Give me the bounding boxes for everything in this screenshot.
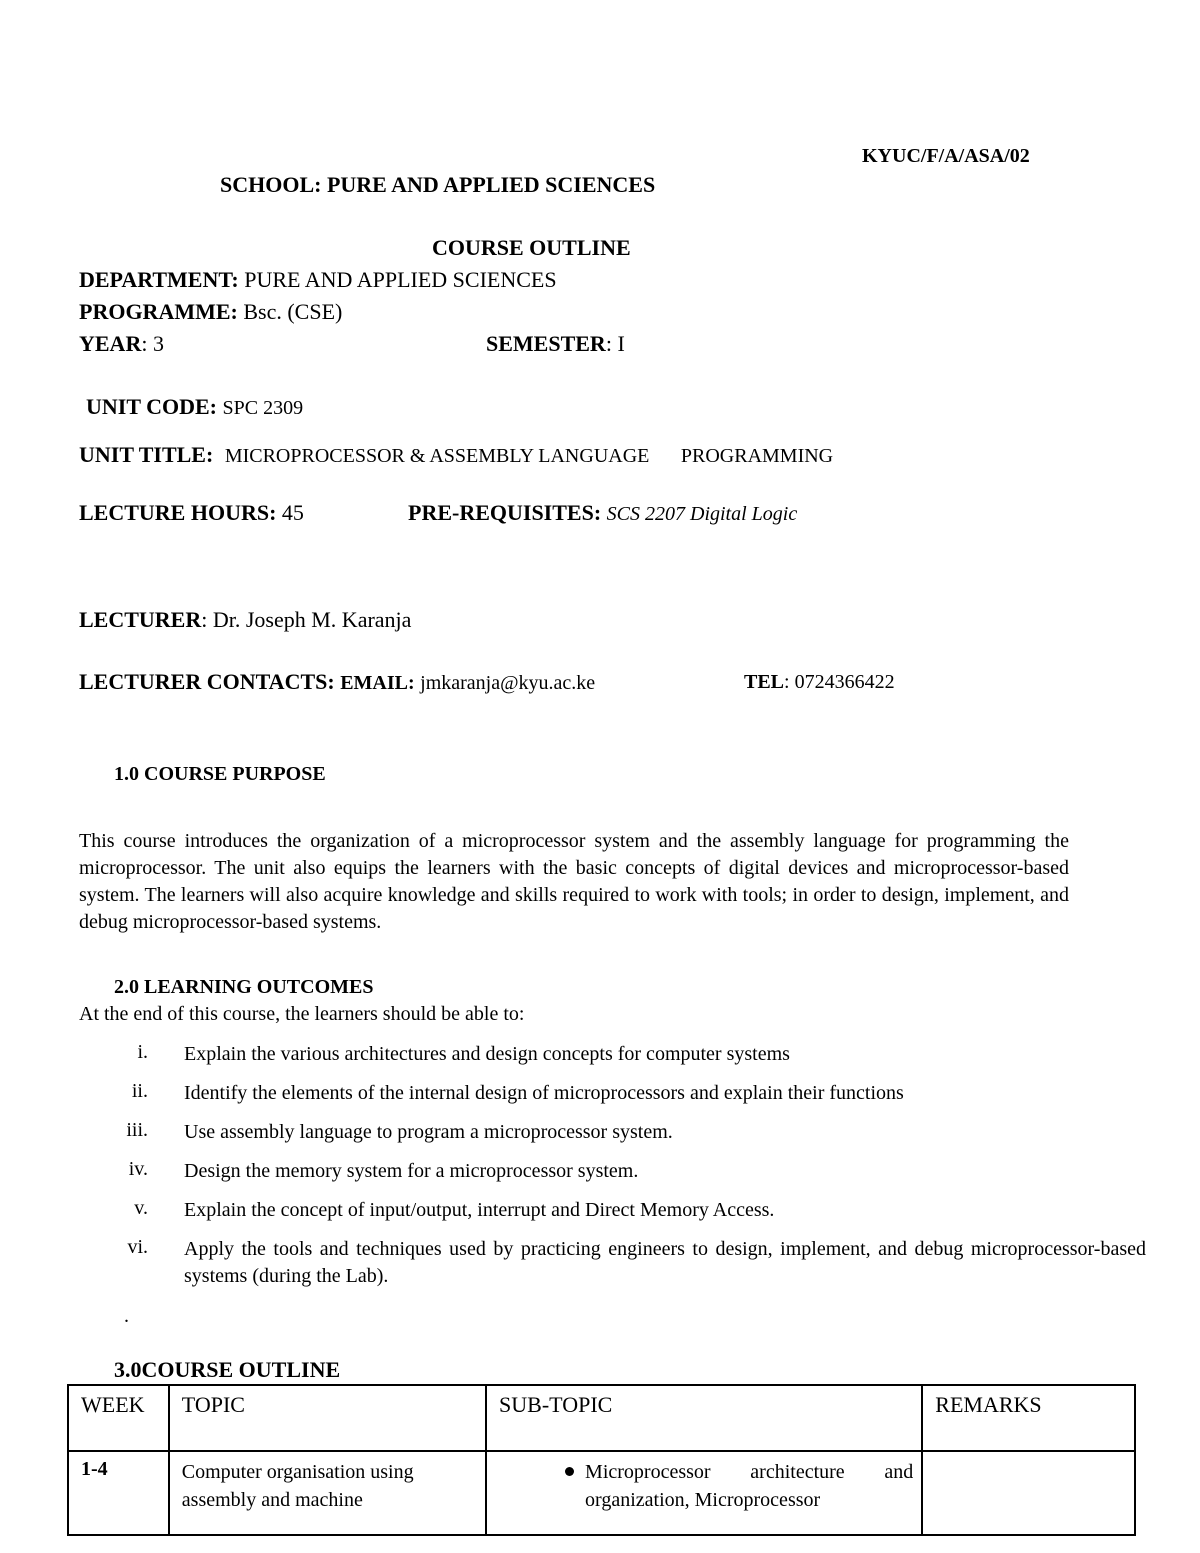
unit-code-line	[86, 394, 303, 420]
bullet-icon	[565, 1467, 574, 1476]
col-header-topic: TOPIC	[169, 1385, 486, 1451]
outcome-number: i.	[137, 1041, 148, 1063]
trailing-dot: .	[124, 1305, 129, 1327]
course-outline-table	[67, 1384, 1136, 1536]
unit-title-line	[79, 442, 833, 468]
cell-remarks	[922, 1451, 1135, 1535]
school-title: SCHOOL: PURE AND APPLIED SCIENCES	[220, 172, 656, 197]
outline-heading: 3.0COURSE OUTLINE	[114, 1357, 341, 1382]
outcome-text: Explain the concept of input/output, interrupt and Direct Memory Access.	[184, 1199, 775, 1221]
outcome-number: vi.	[127, 1236, 148, 1258]
cell-topic: Computer organisation using assembly and machine	[169, 1451, 486, 1535]
unit-title-value-cont: PROGRAMMING	[680, 445, 834, 467]
outcomes-intro: At the end of this course, the learners should be able to:	[79, 1003, 525, 1025]
unit-title-label: UNIT TITLE:	[79, 442, 214, 467]
outcome-text: Use assembly language to program a microprocessor system.	[184, 1121, 673, 1143]
cell-week: 1-4	[68, 1451, 169, 1535]
tel-label: TEL	[744, 671, 785, 693]
semester-line	[486, 331, 625, 357]
programme-value: Bsc. (CSE)	[243, 299, 343, 324]
programme-label: PROGRAMME:	[79, 299, 238, 324]
programme-line	[79, 299, 342, 325]
cell-subtopic	[486, 1451, 922, 1535]
lecture-hours-value: 45	[281, 500, 304, 525]
course-outline-heading: COURSE OUTLINE	[432, 235, 631, 260]
lecturer-value: : Dr. Joseph M. Karanja	[201, 607, 412, 632]
lecture-hours-line	[79, 500, 304, 526]
email-value[interactable]: jmkaranja@kyu.ac.ke	[420, 672, 596, 694]
lecturer-label: LECTURER	[79, 607, 202, 632]
year-label: YEAR	[79, 331, 142, 356]
contacts-label: LECTURER CONTACTS:	[79, 669, 335, 694]
lecture-hours-label: LECTURE HOURS:	[79, 500, 277, 525]
semester-label: SEMESTER	[486, 331, 606, 356]
list-item	[495, 1458, 913, 1514]
department-value: PURE AND APPLIED SCIENCES	[244, 267, 557, 292]
outcomes-heading: 2.0 LEARNING OUTCOMES	[114, 976, 374, 998]
outcome-text: Identify the elements of the internal design of microprocessors and explain their functions	[184, 1082, 904, 1104]
col-header-remarks: REMARKS	[922, 1385, 1135, 1451]
prerequisites-value: SCS 2207 Digital Logic	[606, 503, 798, 525]
purpose-heading: 1.0 COURSE PURPOSE	[114, 763, 326, 785]
prerequisites-label: PRE-REQUISITES:	[408, 500, 602, 525]
purpose-paragraph: This course introduces the organization of a microprocessor system and the assembly language for programming the microprocessor. The unit also equips the learners with the basic concepts of digital devices and microprocessor-based system. The learners will also acquire knowledge and skills required to work with tools; in order to design, implement, and debug microprocessor-based systems.	[79, 830, 1069, 933]
outcome-number: iv.	[128, 1158, 148, 1180]
outcome-text: Apply the tools and techniques used by practicing engineers to design, implement, and debug microprocessor-based systems (during the Lab).	[184, 1238, 1146, 1287]
email-label: EMAIL:	[340, 672, 415, 694]
outcome-number: ii.	[131, 1080, 148, 1102]
doc-reference: KYUC/F/A/ASA/02	[862, 145, 1030, 167]
unit-code-value: SPC 2309	[222, 397, 304, 419]
table-header-row	[68, 1385, 1135, 1451]
year-value: : 3	[141, 331, 164, 356]
year-line	[79, 331, 164, 357]
unit-code-label: UNIT CODE:	[86, 394, 218, 419]
department-line	[79, 267, 557, 293]
subtopic-text: Microprocessor architecture and organization, Microprocessor	[585, 1461, 914, 1511]
outcome-text: Design the memory system for a microprocessor system.	[184, 1160, 639, 1182]
outcome-number: iii.	[126, 1119, 148, 1141]
department-label: DEPARTMENT:	[79, 267, 239, 292]
col-header-subtopic: SUB-TOPIC	[486, 1385, 922, 1451]
table-row	[68, 1451, 1135, 1535]
col-header-week: WEEK	[68, 1385, 169, 1451]
outcome-number: v.	[134, 1197, 148, 1219]
lecturer-line	[79, 607, 411, 633]
tel-value: : 0724366422	[784, 671, 895, 693]
outcome-text: Explain the various architectures and design concepts for computer systems	[184, 1043, 790, 1065]
contacts-line	[79, 669, 595, 695]
unit-title-value: MICROPROCESSOR & ASSEMBLY LANGUAGE	[224, 445, 650, 467]
semester-value: : I	[605, 331, 625, 356]
prerequisites-line	[408, 500, 797, 526]
tel-line	[744, 671, 895, 694]
